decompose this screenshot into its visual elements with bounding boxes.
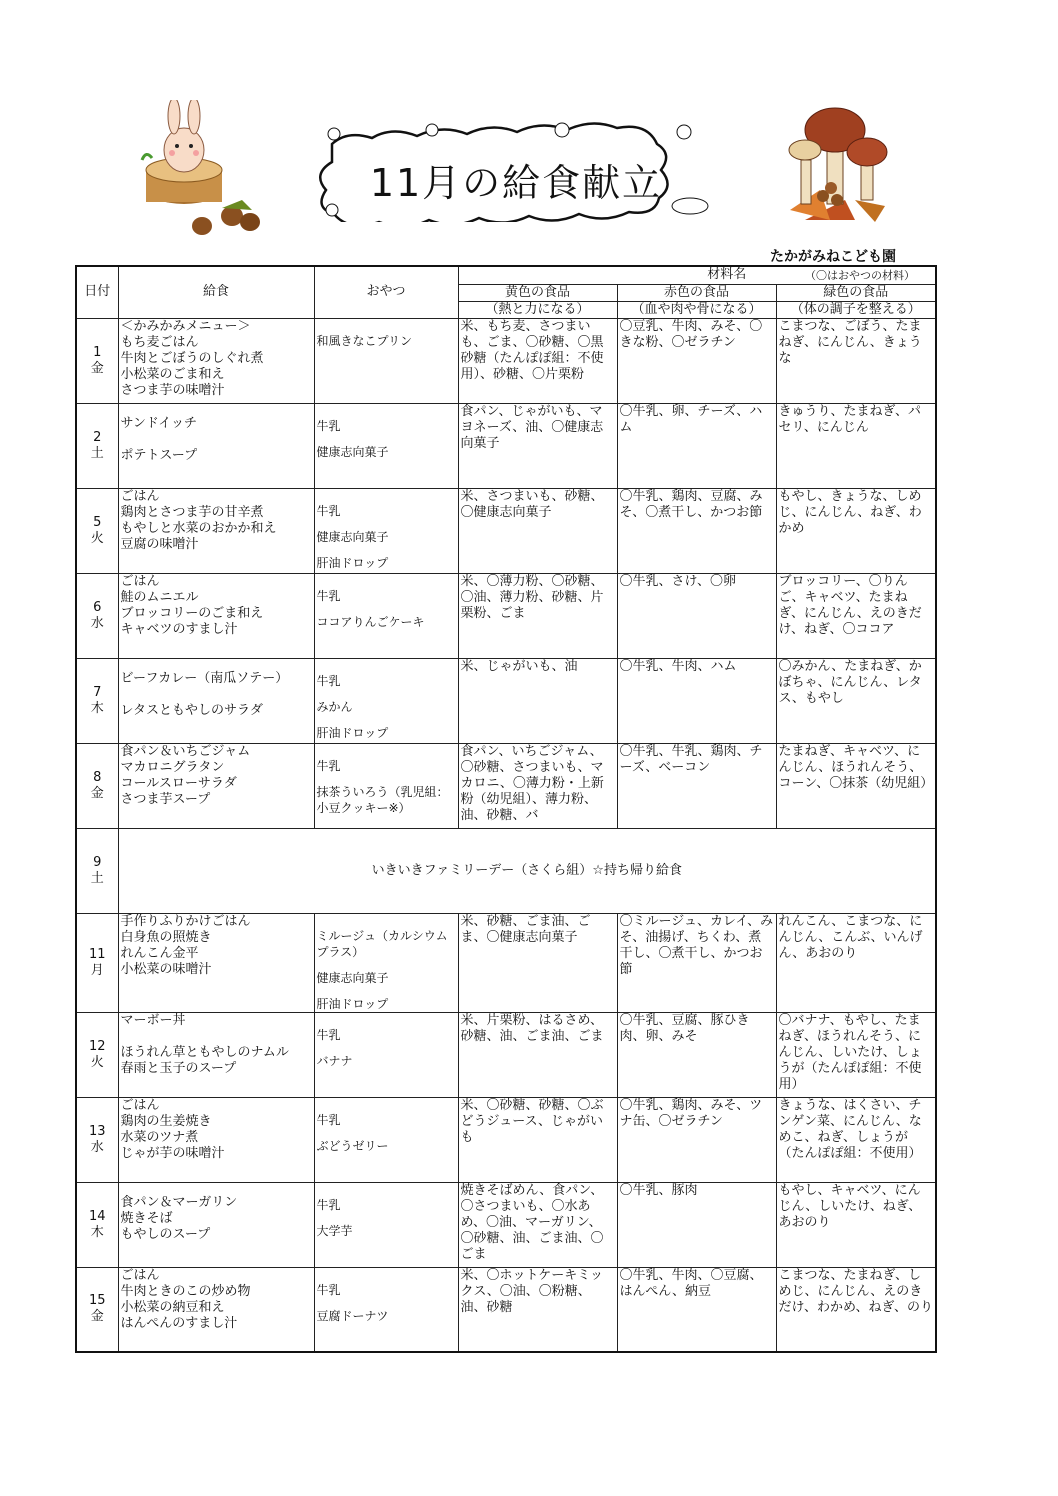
yellow-ingredients-cell: 食パン、じゃがいも、マヨネーズ、油、〇健康志向菓子 [458,403,617,488]
lunch-cell [118,1267,314,1352]
table-row [76,318,936,403]
lunch-item: 牛肉ときのこの炒め物 [120,1283,251,1299]
snack-item: 牛乳 [316,673,341,688]
lunch-item: 食パン＆マーガリン [120,1194,238,1210]
snack-item: みかん [316,699,353,714]
day-number: 13 [88,1123,106,1139]
snack-item: 牛乳 [316,503,341,518]
lunch-item: 白身魚の照焼き [120,929,212,945]
menu-rows-first [76,318,936,828]
snack-cell [314,318,458,403]
snack-item: 抹茶ういろう（乳児組：小豆クッキー※） [316,784,449,815]
lunch-item: 牛肉とごぼうのしぐれ煮 [120,350,264,366]
day-number: 5 [93,514,102,530]
snack-item: 健康志向菓子 [316,444,389,459]
table-row [76,403,936,488]
green-ingredients-cell: きゅうり、たまねぎ、パセリ、にんじん [776,403,936,488]
lunch-cell [118,488,314,573]
lunch-item: 食パン＆いちごジャム [120,743,251,759]
lunch-item: ごはん [120,1097,160,1113]
date-cell [76,488,118,573]
lunch-item: じゃが芋の味噌汁 [120,1145,225,1161]
snack-cell [314,658,458,743]
lunch-cell [118,1097,314,1182]
lunch-item: れんこん金平 [120,945,199,961]
weekday: 水 [90,615,104,631]
day-number: 8 [93,769,102,785]
weekday: 金 [90,785,104,801]
lunch-cell [118,913,314,1012]
lunch-item: 小松菜のごま和え [120,366,225,382]
snack-item: 牛乳 [316,1112,341,1127]
snack-item: 牛乳 [316,758,341,773]
weekday: 木 [90,1224,104,1240]
yellow-ingredients-cell: 米、〇砂糖、砂糖、〇ぶどうジュース、じゃがいも [458,1097,617,1182]
title-cloud [312,122,720,222]
lunch-item: ごはん [120,573,160,589]
red-ingredients-cell: 〇牛乳、卵、チーズ、ハム [617,403,776,488]
table-row [76,658,936,743]
lunch-item: 鶏肉の生姜焼き [120,1113,212,1129]
weekday: 月 [90,962,104,978]
snack-cell [314,403,458,488]
snack-item: 和風きなこプリン [316,333,413,348]
snack-item: 牛乳 [316,1027,341,1042]
lunch-cell [118,1012,314,1097]
col-header-green: 緑色の食品 [776,284,936,301]
green-ingredients-cell: きょうな、はくさい、チンゲン菜、にんじん、なめこ、ねぎ、しょうが（たんぽぽ組：不使用） [776,1097,936,1182]
lunch-cell [118,1182,314,1267]
bunny-illustration [132,100,272,244]
weekday: 金 [90,360,104,376]
yellow-ingredients-cell: 米、〇ホットケーキミックス、〇油、〇粉糖、油、砂糖 [458,1267,617,1352]
red-ingredients-cell: 〇牛乳、牛肉、〇豆腐、はんぺん、納豆 [617,1267,776,1352]
date-cell [76,1182,118,1267]
snack-item: 健康志向菓子 [316,529,389,544]
day-number: 15 [88,1293,106,1309]
lunch-item: 鶏肉とさつま芋の甘辛煮 [120,504,264,520]
red-ingredients-cell: 〇牛乳、鶏肉、豆腐、みそ、〇煮干し、かつお節 [617,488,776,573]
lunch-item: レタスともやしのサラダ [120,702,263,718]
lunch-item: キャベツのすまし汁 [120,621,238,637]
lunch-item: 水菜のツナ煮 [120,1129,199,1145]
snack-item: 牛乳 [316,1197,341,1212]
yellow-ingredients-cell: 焼きそばめん、食パン、〇さつまいも、〇水あめ、〇油、マーガリン、〇砂糖、油、ごま油、〇ごま [458,1182,617,1267]
snack-item: ぶどうゼリー [316,1138,389,1153]
table-row [76,828,936,913]
lunch-item: ごはん [120,488,160,504]
red-ingredients-cell: 〇牛乳、豆腐、豚ひき肉、卵、みそ [617,1012,776,1097]
lunch-item: もやしのスープ [120,1226,211,1242]
weekday: 土 [90,870,104,886]
col-subheader-yellow: （熱と力になる） [458,301,617,318]
lunch-item: 小松菜の納豆和え [120,1299,225,1315]
lunch-item [121,432,312,448]
snack-cell [314,1267,458,1352]
date-cell [76,1097,118,1182]
snack-item: ココアりんごケーキ [316,614,425,629]
table-row [76,573,936,658]
red-ingredients-cell: 〇牛乳、牛乳、鶏肉、チーズ、ベーコン [617,743,776,828]
lunch-item: もち麦ごはん [120,334,199,350]
date-cell [76,318,118,403]
snack-cell [314,743,458,828]
snack-item: 肝油ドロップ [316,555,389,570]
date-cell [76,1012,118,1097]
snack-item: 健康志向菓子 [316,970,389,985]
weekday: 火 [90,1054,104,1070]
col-header-snack: おやつ [314,266,458,318]
weekday: 木 [90,700,104,716]
red-ingredients-cell: 〇ミルージュ、カレイ、みそ、油揚げ、ちくわ、煮干し、〇煮干し、かつお節 [617,913,776,1012]
lunch-item: マーボー丼 [120,1012,186,1028]
yellow-ingredients-cell: 米、じゃがいも、油 [458,658,617,743]
special-event-cell: いきいきファミリーデー（さくら組）☆持ち帰り給食 [118,828,936,913]
lunch-item: 小松菜の味噌汁 [120,961,212,977]
snack-item: ミルージュ（カルシウムプラス） [316,928,448,959]
col-header-yellow: 黄色の食品 [458,284,617,301]
snack-cell [314,1097,458,1182]
lunch-item [121,1029,312,1045]
lunch-item: サンドイッチ [120,415,197,431]
snack-cell [314,1012,458,1097]
lunch-item: 焼きそば [120,1210,173,1226]
lunch-cell [118,743,314,828]
col-subheader-green: （体の調子を整える） [776,301,936,318]
lunch-item: さつま芋の味噌汁 [120,382,225,398]
date-cell [76,573,118,658]
snack-item: 肝油ドロップ [316,725,389,740]
snack-item: 牛乳 [316,418,341,433]
weekday: 土 [90,445,104,461]
lunch-item [121,687,312,703]
snack-cell [314,488,458,573]
yellow-ingredients-cell: 食パン、いちごジャム、〇砂糖、さつまいも、マカロニ、〇薄力粉・上新粉（幼児組）、薄力粉、油、砂糖、バ [458,743,617,828]
lunch-cell [118,318,314,403]
lunch-item: ＜かみかみメニュー＞ [120,318,251,334]
col-header-ingredients [458,266,936,284]
lunch-item: 鮭のムニエル [120,589,199,605]
day-number: 1 [93,344,102,360]
lunch-cell [118,658,314,743]
snack-item: 豆腐ドーナツ [316,1308,389,1323]
lunch-item: コールスローサラダ [120,775,237,791]
green-ingredients-cell: 〇バナナ、もやし、たまねぎ、ほうれんそう、にんじん、しいたけ、しょうが（たんぽぽ組：不使用） [776,1012,936,1097]
ingredients-label: 材料名 [707,267,747,282]
page-title: 11月の給食献立 [369,161,663,205]
day-number: 9 [93,854,102,870]
date-cell [76,828,118,913]
date-cell [76,658,118,743]
lunch-item: さつま芋スープ [120,791,211,807]
lunch-item: ほうれん草ともやしのナムル [120,1044,289,1060]
lunch-item: もやしと水菜のおかか和え [120,520,277,536]
lunch-item: マカロニグラタン [120,759,225,775]
green-ingredients-cell: もやし、きょうな、しめじ、にんじん、ねぎ、わかめ [776,488,936,573]
green-ingredients-cell: こまつな、ごぼう、たまねぎ、にんじん、きょうな [776,318,936,403]
red-ingredients-cell: 〇牛乳、牛肉、ハム [617,658,776,743]
yellow-ingredients-cell: 米、砂糖、ごま油、ごま、〇健康志向菓子 [458,913,617,1012]
weekday: 火 [90,530,104,546]
yellow-ingredients-cell: 米、もち麦、さつまいも、ごま、〇砂糖、〇黒砂糖（たんぽぽ組：不使用）、砂糖、〇片栗粉 [458,318,617,403]
mushroom-illustration [775,100,895,234]
menu-rows-second [76,913,936,1352]
yellow-ingredients-cell: 米、片栗粉、はるさめ、砂糖、油、ごま油、ごま [458,1012,617,1097]
lunch-item: ごはん [120,1267,160,1283]
green-ingredients-cell: こまつな、たまねぎ、しめじ、にんじん、えのきだけ、わかめ、ねぎ、のり [776,1267,936,1352]
green-ingredients-cell: ブロッコリー、〇りんご、キャベツ、たまねぎ、にんじん、えのきだけ、ねぎ、〇ココア [776,573,936,658]
lunch-item: 手作りふりかけごはん [120,913,251,929]
snack-item: 牛乳 [316,1282,341,1297]
snack-cell [314,913,458,1012]
lunch-item: ポテトスープ [120,447,198,463]
weekday: 金 [90,1309,104,1325]
snack-item: バナナ [316,1053,353,1068]
school-name: たかがみねこども園 [770,249,896,265]
date-cell [76,743,118,828]
date-cell [76,913,118,1012]
red-ingredients-cell: 〇牛乳、さけ、〇卵 [617,573,776,658]
lunch-item: 豆腐の味噌汁 [120,536,199,552]
red-ingredients-cell: 〇牛乳、鶏肉、みそ、ツナ缶、〇ゼラチン [617,1097,776,1182]
menu-table [75,265,937,1353]
day-number: 14 [88,1208,106,1224]
table-row [76,488,936,573]
snack-item: 肝油ドロップ [316,996,389,1011]
col-subheader-red: （血や肉や骨になる） [617,301,776,318]
green-ingredients-cell: もやし、キャベツ、にんじん、しいたけ、ねぎ、あおのり [776,1182,936,1267]
day-number: 2 [93,429,102,445]
snack-item: 大学芋 [316,1223,353,1238]
day-number: 12 [88,1038,106,1054]
red-ingredients-cell: 〇牛乳、豚肉 [617,1182,776,1267]
table-row [76,1267,936,1352]
day-number: 7 [93,684,102,700]
table-row [76,1182,936,1267]
snack-cell [314,1182,458,1267]
lunch-item: 春雨と玉子のスープ [120,1060,237,1076]
ingredients-note: （〇はおやつの材料） [805,269,916,282]
lunch-item: はんぺんのすまし汁 [120,1315,238,1331]
yellow-ingredients-cell: 米、〇薄力粉、〇砂糖、〇油、薄力粉、砂糖、片栗粉、ごま [458,573,617,658]
lunch-item: ブロッコリーのごま和え [120,605,264,621]
day-number: 6 [93,599,102,615]
green-ingredients-cell: たまねぎ、キャベツ、にんじん、ほうれんそう、コーン、〇抹茶（幼児組） [776,743,936,828]
col-header-red: 赤色の食品 [617,284,776,301]
snack-cell [314,573,458,658]
red-ingredients-cell: 〇豆乳、牛肉、みそ、〇きな粉、〇ゼラチン [617,318,776,403]
date-cell [76,1267,118,1352]
col-header-lunch: 給食 [118,266,314,318]
col-header-date: 日付 [76,266,118,318]
table-row [76,1012,936,1097]
snack-item: 牛乳 [316,588,341,603]
table-row [76,913,936,1012]
green-ingredients-cell: 〇みかん、たまねぎ、かぼちゃ、にんじん、レタス、もやし [776,658,936,743]
table-row [76,1097,936,1182]
weekday: 水 [90,1139,104,1155]
lunch-cell [118,403,314,488]
lunch-cell [118,573,314,658]
table-row [76,743,936,828]
yellow-ingredients-cell: 米、さつまいも、砂糖、〇健康志向菓子 [458,488,617,573]
green-ingredients-cell: れんこん、こまつな、にんじん、こんぶ、いんげん、あおのり [776,913,936,1012]
lunch-item: ビーフカレー（南瓜ソテー） [120,670,289,686]
menu-rows-special [76,828,936,913]
day-number: 11 [88,946,106,962]
date-cell [76,403,118,488]
